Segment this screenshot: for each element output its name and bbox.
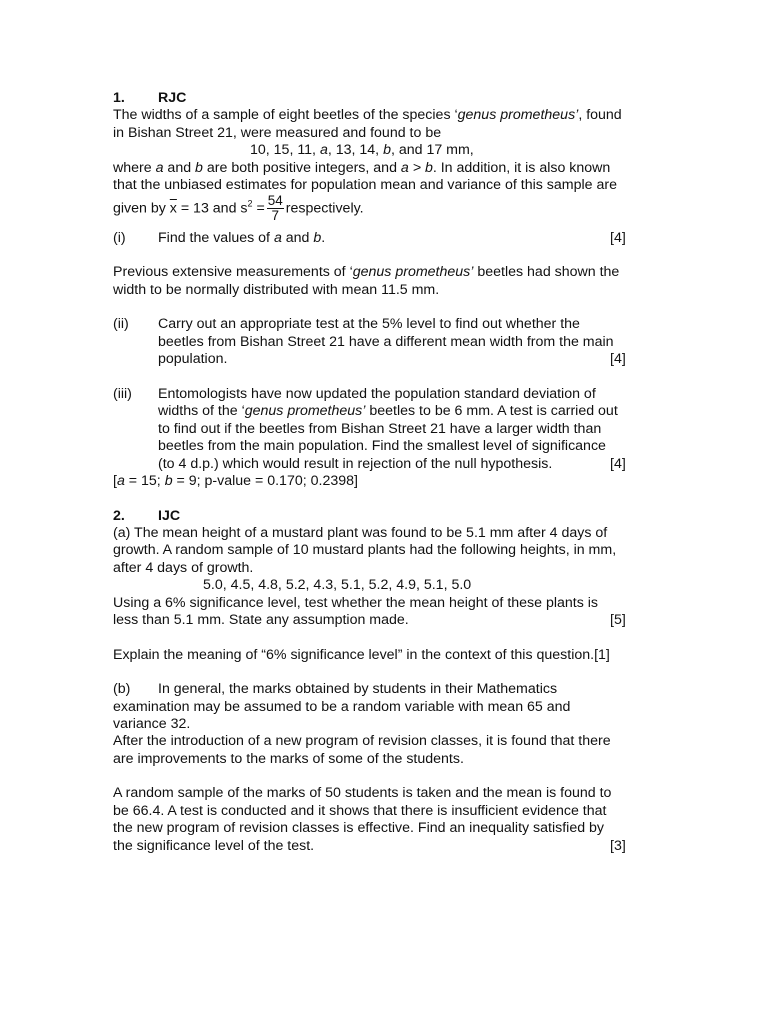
text: are both positive integers, and — [202, 159, 401, 176]
text: Previous extensive measurements of ‘ — [113, 264, 353, 280]
q1-part-iii-line1: Entomologists have now updated the population standard deviation of — [158, 385, 596, 402]
sample-mean-symbol: $\overline{x}$ — [169, 200, 177, 217]
q1-intro-line1 — [113, 107, 622, 124]
text: 10, 15, 11, — [250, 142, 320, 158]
fraction-denominator: 7 — [271, 208, 280, 223]
q1-part-iii-line3: to find out if the beetles from Bishan Street 21 have a larger width than — [158, 420, 602, 437]
text: = 9; p-value = 0.170; 0.2398] — [172, 473, 358, 489]
q1-part-ii-line3: population. — [158, 351, 228, 367]
text: = 13 and s — [176, 200, 248, 217]
q2c-line2: be 66.4. A test is conducted and it shows that there is insufficient evidence that — [113, 802, 607, 819]
text: [ — [113, 473, 117, 489]
q1-part-i-text — [158, 230, 325, 247]
q1-prev-line2: width to be normally distributed with mean 11.5 mm. — [113, 281, 440, 298]
q2a-line2: growth. A random sample of 10 mustard plants had the following heights, in mm, — [113, 542, 617, 558]
q1-part-i-marks: [4] — [610, 229, 626, 246]
q2b-line1: In general, the marks obtained by students in their Mathematics — [158, 681, 558, 697]
q2c-marks: [3] — [610, 837, 626, 854]
q2a-line4: Using a 6% significance level, test whether the mean height of these plants is — [113, 594, 599, 611]
var-b: b — [313, 229, 322, 246]
q2a-marks: [5] — [610, 612, 626, 628]
q1-where-line — [113, 160, 610, 177]
q2b-line4: After the introduction of a new program of revision classes, it is found that there — [113, 733, 611, 749]
species-name: genus prometheus’ — [244, 403, 366, 419]
var-a: a — [319, 142, 328, 158]
q1-part-iii-line4: beetles from the main population. Find the smallest level of significance — [158, 438, 606, 454]
q1-given-line — [113, 194, 364, 223]
var-a: a — [116, 473, 125, 489]
text: Find the values of — [158, 229, 274, 246]
q1-part-ii-line1: Carry out an appropriate test at the 5% level to find out whether the — [158, 316, 580, 332]
q1-intro-line2: in Bishan Street 21, were measured and found to be — [113, 124, 442, 141]
q1-data-line — [250, 142, 474, 159]
q2b-label: (b) — [113, 681, 131, 697]
text: = — [252, 200, 265, 217]
q1-heading — [113, 90, 186, 107]
q1-number: 1. — [113, 90, 125, 106]
text: and — [163, 159, 196, 176]
text: = 15; — [124, 473, 165, 489]
q1-prev-line1 — [113, 264, 619, 281]
text: respectively. — [285, 200, 364, 217]
var-b: b — [164, 473, 173, 489]
q2-school: IJC — [158, 507, 181, 524]
species-name: genus prometheus’ — [457, 107, 579, 123]
q2a-line5: less than 5.1 mm. State any assumption made. — [113, 612, 409, 628]
q1-part-ii-line2: beetles from Bishan Street 21 have a different mean width from the main — [158, 333, 614, 350]
q1-part-iii-line2 — [158, 403, 618, 420]
species-name: genus prometheus’ — [352, 264, 474, 280]
text: . — [321, 229, 326, 246]
q1-part-iii-line5: (to 4 d.p.) which would result in rejection of the null hypothesis. — [158, 455, 553, 472]
q2a-line3: after 4 days of growth. — [113, 559, 254, 576]
text: where — [113, 159, 156, 176]
q2b-line5: are improvements to the marks of some of the students. — [113, 750, 464, 767]
var-a: a — [155, 159, 164, 176]
superscript: 2 — [247, 198, 253, 209]
q2-explain: Explain the meaning of “6% significance level” in the context of this question.[1] — [113, 646, 610, 663]
text: , 13, 14, — [327, 142, 384, 158]
q2c-line4: the significance level of the test. — [113, 837, 315, 854]
text: given by — [113, 200, 170, 217]
var-b: b — [383, 142, 391, 158]
text: . In addition, it is also known — [432, 159, 611, 176]
fraction-numerator: 54 — [267, 193, 283, 208]
var-b: b — [195, 159, 203, 176]
variance-fraction — [267, 194, 284, 223]
q2-heading — [113, 508, 180, 525]
q2a-line1: (a) The mean height of a mustard plant was found to be 5.1 mm after 4 days of — [113, 524, 608, 541]
text: widths of the ‘ — [158, 403, 245, 419]
text: , found — [578, 107, 622, 123]
q1-unbiased-line: that the unbiased estimates for population mean and variance of this sample are — [113, 177, 617, 193]
q1-part-ii-marks: [4] — [610, 351, 626, 367]
q1-school: RJC — [158, 90, 187, 106]
q1-part-ii-label: (ii) — [113, 316, 129, 332]
q2b-line3: variance 32. — [113, 716, 191, 732]
text: beetles had shown the — [473, 264, 620, 280]
q1-part-iii-label: (iii) — [113, 385, 132, 402]
inequality: a > b — [400, 159, 433, 176]
q2-number: 2. — [113, 507, 125, 524]
q2a-data: 5.0, 4.5, 4.8, 5.2, 4.3, 5.1, 5.2, 4.9, 5.1, 5.0 — [203, 577, 472, 593]
q1-answers — [113, 473, 358, 490]
text: , and 17 mm, — [390, 142, 474, 158]
q1-part-i-label: (i) — [113, 229, 126, 246]
q2c-line3: the new program of revision classes is effective. Find an inequality satisfied by — [113, 820, 605, 836]
q1-part-iii-marks: [4] — [610, 455, 626, 472]
var-a: a — [273, 229, 282, 246]
q2c-line1: A random sample of the marks of 50 students is taken and the mean is found to — [113, 785, 612, 801]
text: beetles to be 6 mm. A test is carried out — [365, 403, 618, 419]
text: and — [281, 229, 314, 246]
text: The widths of a sample of eight beetles of the species ‘ — [113, 107, 458, 123]
q2b-line2: examination may be assumed to be a random variable with mean 65 and — [113, 698, 571, 715]
